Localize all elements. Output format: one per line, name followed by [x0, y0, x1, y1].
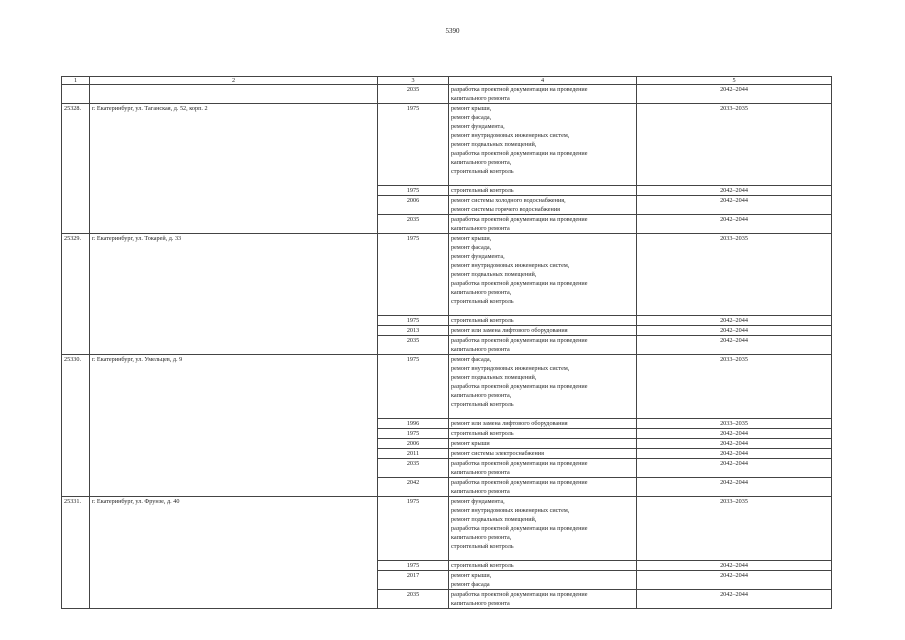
header-col-2: 2	[90, 77, 378, 85]
period-cell: 2033–2035	[637, 355, 832, 419]
work-item: ремонт подвальных помещений,	[451, 271, 537, 278]
work-item: разработка проектной документации на проведение	[451, 280, 588, 287]
work-item: ремонт фундамента,	[451, 123, 505, 130]
works-cell	[449, 234, 637, 316]
work-item: ремонт фасада	[451, 581, 490, 588]
work-item: строительный контроль	[451, 430, 514, 437]
year-cell: 2035	[378, 336, 449, 355]
year-cell: 1975	[378, 497, 449, 561]
year-cell: 1975	[378, 429, 449, 439]
work-item: ремонт крыши	[451, 440, 490, 447]
work-item: строительный контроль	[451, 562, 514, 569]
table-row	[62, 85, 832, 104]
works-cell	[449, 336, 637, 355]
work-item: ремонт крыши,	[451, 235, 492, 242]
work-item: разработка проектной документации на проведение	[451, 86, 588, 93]
period-cell: 2042–2044	[637, 336, 832, 355]
table-row	[62, 234, 832, 316]
period-cell: 2042–2044	[637, 215, 832, 234]
work-item: строительный контроль	[451, 187, 514, 194]
year-cell: 2035	[378, 85, 449, 104]
period-cell: 2042–2044	[637, 429, 832, 439]
work-item: ремонт подвальных помещений,	[451, 141, 537, 148]
period-cell: 2042–2044	[637, 85, 832, 104]
work-item: ремонт подвальных помещений,	[451, 516, 537, 523]
period-cell: 2033–2035	[637, 234, 832, 316]
works-cell	[449, 196, 637, 215]
period-cell: 2042–2044	[637, 561, 832, 571]
work-item: разработка проектной документации на проведение	[451, 337, 588, 344]
period-cell: 2042–2044	[637, 326, 832, 336]
house-number: 25331.	[62, 497, 90, 609]
house-number: 25330.	[62, 355, 90, 497]
work-item: ремонт крыши,	[451, 105, 492, 112]
year-cell: 2042	[378, 478, 449, 497]
year-cell: 1975	[378, 561, 449, 571]
work-item: разработка проектной документации на проведение	[451, 479, 588, 486]
work-item: разработка проектной документации на проведение	[451, 383, 588, 390]
work-item: капитального ремонта,	[451, 534, 512, 541]
work-item: капитального ремонта,	[451, 289, 512, 296]
work-item: разработка проектной документации на проведение	[451, 150, 588, 157]
work-item: разработка проектной документации на проведение	[451, 591, 588, 598]
year-cell: 1996	[378, 419, 449, 429]
year-cell: 1975	[378, 316, 449, 326]
work-item: ремонт фасада,	[451, 244, 492, 251]
work-item: ремонт подвальных помещений,	[451, 374, 537, 381]
year-cell: 2035	[378, 590, 449, 609]
work-item: разработка проектной документации на проведение	[451, 216, 588, 223]
work-item: ремонт крыши,	[451, 572, 492, 579]
works-cell	[449, 590, 637, 609]
work-item: капитального ремонта	[451, 225, 510, 232]
year-cell: 2035	[378, 459, 449, 478]
work-item: строительный контроль	[451, 298, 514, 305]
period-cell: 2042–2044	[637, 439, 832, 449]
year-cell: 2017	[378, 571, 449, 590]
works-cell	[449, 85, 637, 104]
work-item: строительный контроль	[451, 168, 514, 175]
year-cell: 2006	[378, 439, 449, 449]
works-cell	[449, 449, 637, 459]
work-item: капитального ремонта	[451, 488, 510, 495]
house-number: 25328.	[62, 104, 90, 234]
works-cell	[449, 316, 637, 326]
work-item: ремонт системы горячего водоснабжения	[451, 206, 560, 213]
period-cell: 2033–2035	[637, 419, 832, 429]
year-cell: 2011	[378, 449, 449, 459]
year-cell: 1975	[378, 186, 449, 196]
works-cell	[449, 215, 637, 234]
work-item: капитального ремонта	[451, 469, 510, 476]
work-item: капитального ремонта	[451, 600, 510, 607]
table-row	[62, 355, 832, 419]
works-cell	[449, 478, 637, 497]
period-cell: 2042–2044	[637, 571, 832, 590]
period-cell: 2042–2044	[637, 449, 832, 459]
period-cell: 2042–2044	[637, 590, 832, 609]
work-item: ремонт фундамента,	[451, 498, 505, 505]
work-item: капитального ремонта,	[451, 159, 512, 166]
work-item: ремонт внутридомовых инженерных систем,	[451, 507, 570, 514]
work-item: ремонт системы холодного водоснабжения,	[451, 197, 566, 204]
year-cell: 2006	[378, 196, 449, 215]
house-address: г. Екатеринбург, ул. Умельцев, д. 9	[90, 355, 378, 497]
works-cell	[449, 104, 637, 186]
house-address: г. Екатеринбург, ул. Токарей, д. 33	[90, 234, 378, 355]
repair-schedule-table	[61, 76, 832, 609]
works-cell	[449, 571, 637, 590]
year-cell: 1975	[378, 234, 449, 316]
work-item: строительный контроль	[451, 401, 514, 408]
works-cell	[449, 497, 637, 561]
work-item: ремонт фасада,	[451, 356, 492, 363]
works-cell	[449, 459, 637, 478]
work-item: капитального ремонта	[451, 95, 510, 102]
table-row	[62, 104, 832, 186]
period-cell: 2033–2035	[637, 497, 832, 561]
year-cell: 1975	[378, 104, 449, 186]
house-address	[90, 85, 378, 104]
header-col-4: 4	[449, 77, 637, 85]
house-address: г. Екатеринбург, ул. Таганская, д. 52, корп. 2	[90, 104, 378, 234]
period-cell: 2033–2035	[637, 104, 832, 186]
house-address: г. Екатеринбург, ул. Фрунзе, д. 40	[90, 497, 378, 609]
works-cell	[449, 355, 637, 419]
works-cell	[449, 439, 637, 449]
header-col-1: 1	[62, 77, 90, 85]
period-cell: 2042–2044	[637, 478, 832, 497]
work-item: ремонт или замена лифтового оборудования	[451, 420, 568, 427]
work-item: ремонт внутридомовых инженерных систем,	[451, 132, 570, 139]
works-cell	[449, 419, 637, 429]
works-cell	[449, 561, 637, 571]
period-cell: 2042–2044	[637, 186, 832, 196]
work-item: разработка проектной документации на проведение	[451, 525, 588, 532]
year-cell: 2035	[378, 215, 449, 234]
work-item: ремонт фасада,	[451, 114, 492, 121]
page-number: 5390	[445, 27, 460, 35]
header-col-3: 3	[378, 77, 449, 85]
house-number	[62, 85, 90, 104]
year-cell: 2013	[378, 326, 449, 336]
work-item: строительный контроль	[451, 317, 514, 324]
work-item: ремонт системы электроснабжения	[451, 450, 544, 457]
work-item: ремонт внутридомовых инженерных систем,	[451, 262, 570, 269]
year-cell: 1975	[378, 355, 449, 419]
period-cell: 2042–2044	[637, 196, 832, 215]
house-number: 25329.	[62, 234, 90, 355]
works-cell	[449, 429, 637, 439]
work-item: ремонт фундамента,	[451, 253, 505, 260]
works-cell	[449, 186, 637, 196]
period-cell: 2042–2044	[637, 316, 832, 326]
work-item: капитального ремонта,	[451, 392, 512, 399]
period-cell: 2042–2044	[637, 459, 832, 478]
work-item: ремонт или замена лифтового оборудования	[451, 327, 568, 334]
table-row	[62, 497, 832, 561]
header-col-5: 5	[637, 77, 832, 85]
work-item: строительный контроль	[451, 543, 514, 550]
work-item: ремонт внутридомовых инженерных систем,	[451, 365, 570, 372]
works-cell	[449, 326, 637, 336]
work-item: капитального ремонта	[451, 346, 510, 353]
header-row	[62, 77, 832, 85]
work-item: разработка проектной документации на проведение	[451, 460, 588, 467]
